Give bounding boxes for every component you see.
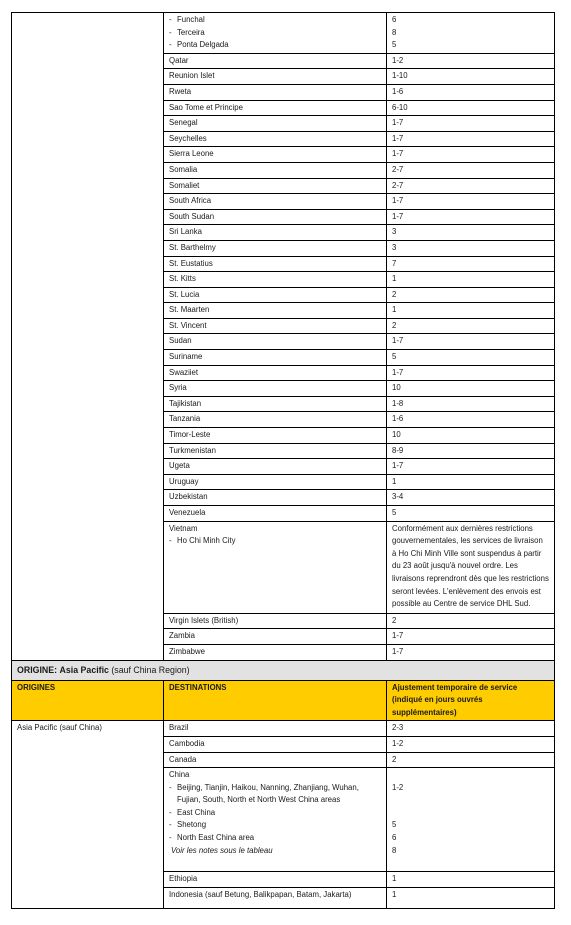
destination-cell: Zambia [164,629,387,645]
destination-cell: Cambodia [164,736,387,752]
destination-cell: Swaziiet [164,365,387,381]
destination-cell: St. Maarten [164,303,387,319]
value-cell: 2 [387,613,555,629]
destination-cell: Venezuela [164,506,387,522]
destination-cell: Sierra Leone [164,147,387,163]
value-cell: 1-7 [387,116,555,132]
value-cell: 2-3 [387,721,555,737]
value-cell: 1-2 [387,53,555,69]
destination-cell: South Sudan [164,209,387,225]
destination-cell: Uruguay [164,474,387,490]
value-cell: 2-7 [387,178,555,194]
destination-cell: Indonesia (sauf Betung, Balikpapan, Batam, Jakarta) [164,887,387,908]
table-row [12,13,555,54]
destination-cell: Suriname [164,350,387,366]
destination-cell: Zimbabwe [164,644,387,660]
destination-cell: Syria [164,381,387,397]
origin-bar: ORIGINE: Asia Pacific (sauf China Region) [12,660,555,680]
service-adjustment-table [11,12,555,909]
value-cell: 1-7 [387,459,555,475]
destination-cell: China - Beijing, Tianjin, Haikou, Nanning, Zhanjiang, Wuhan, Fujian, South, North et North West China areas - East China - Shetong - North East China area Voir les notes sous le tableau [164,768,387,872]
destination-cell: South Africa [164,194,387,210]
destination-cell: Virgin Islets (British) [164,613,387,629]
destination-cell: Senegal [164,116,387,132]
destination-cell [164,13,387,54]
destination-name: Vietnam [169,523,198,533]
china-note: Voir les notes sous le tableau [171,845,273,855]
destination-cell: Qatar [164,53,387,69]
value-cell: 1 [387,872,555,888]
value-cell: 1-7 [387,194,555,210]
destination-cell [164,521,387,613]
origin-cell: Asia Pacific (sauf China) [12,721,164,909]
value-cell: 2 [387,752,555,768]
value-cell: 1 [387,272,555,288]
header-row [12,680,555,721]
sub-destination: - Terceira [169,27,205,37]
sub-destination: - Funchal [169,15,205,24]
destination-cell: Ugeta [164,459,387,475]
destination-cell: Uzbekistan [164,490,387,506]
origin-section [12,660,555,721]
value-cell: 3-4 [387,490,555,506]
value-cell: 6 8 5 [387,13,555,54]
sub-destination: - Ponta Delgada [169,40,229,50]
origin-cell-empty [12,13,164,661]
sub-destination: - Beijing, Tianjin, Haikou, Nanning, Zhanjiang, Wuhan, [169,782,359,792]
value-cell: 3 [387,225,555,241]
destination-cell: Turkmenistan [164,443,387,459]
value-cell: 1-7 [387,131,555,147]
value-cell: 1 [387,474,555,490]
value-cell: 2 [387,318,555,334]
value-cell: 1-7 [387,644,555,660]
destination-cell: St. Eustatius [164,256,387,272]
value-cell: 2-7 [387,162,555,178]
top-section-body [12,13,555,661]
value-cell: 1-2 [387,736,555,752]
value-cell: 1-7 [387,365,555,381]
destination-cell: Seychelles [164,131,387,147]
destination-cell: Sri Lanka [164,225,387,241]
value-cell: 1 [387,303,555,319]
value-cell: 1-7 [387,209,555,225]
value-cell: 1-7 [387,629,555,645]
sub-destination: - Shetong [169,820,207,830]
value-cell: 1 [387,887,555,908]
destination-cell: Sudan [164,334,387,350]
destination-cell: Ethiopia [164,872,387,888]
value-cell: 10 [387,428,555,444]
header-origines: ORIGINES [12,680,164,721]
value-cell: 10 [387,381,555,397]
header-destinations: DESTINATIONS [164,680,387,721]
destination-cell: Reunion Islet [164,69,387,85]
sub-destination-cont: Fujian, South, North et North West China areas [177,795,341,805]
destination-cell: Timor-Leste [164,428,387,444]
value-cell: 1-2 5 6 8 [387,768,555,872]
table-row [12,721,555,737]
header-adjustment: Ajustement temporaire de service (indiqué en jours ouvrés supplémentaires) [387,680,555,721]
value-cell: 3 [387,240,555,256]
value-cell: 1-6 [387,412,555,428]
sub-destination: - Ho Chi Minh City [169,536,236,546]
destination-cell: Somalia [164,162,387,178]
destination-cell: Somaliet [164,178,387,194]
destination-cell: Sao Tome et Principe [164,100,387,116]
value-cell: 1-7 [387,334,555,350]
destination-cell: St. Barthelmy [164,240,387,256]
destination-cell: Canada [164,752,387,768]
value-cell: 2 [387,287,555,303]
destination-cell: St. Kitts [164,272,387,288]
destination-cell: St. Lucia [164,287,387,303]
sub-destination: - North East China area [169,833,255,843]
value-cell: 1-6 [387,84,555,100]
destination-cell: St. Vincent [164,318,387,334]
value-cell: 5 [387,506,555,522]
asia-section-body [12,721,555,909]
value-cell: 1-8 [387,396,555,412]
destination-cell: Brazil [164,721,387,737]
origin-bar-row [12,660,555,680]
value-cell: 1-7 [387,147,555,163]
destination-cell: Tanzania [164,412,387,428]
value-cell: 5 [387,350,555,366]
value-cell: 7 [387,256,555,272]
value-cell: 6-10 [387,100,555,116]
value-cell: 8-9 [387,443,555,459]
destination-cell: Rweta [164,84,387,100]
vietnam-note: Conformément aux dernières restrictions gouvernementales, les services de livraison à Ho Chi Minh Ville sont suspendus à partir du 23 août jusqu'à nouvel ordre. Les livraisons reprendront dès que les restrictions seront levées. L'enlèvement des envois est possible au Centre de service DHL Sud. [387,521,555,613]
destination-cell: Tajikistan [164,396,387,412]
sub-destination: - East China [169,807,216,817]
value-cell: 1-10 [387,69,555,85]
